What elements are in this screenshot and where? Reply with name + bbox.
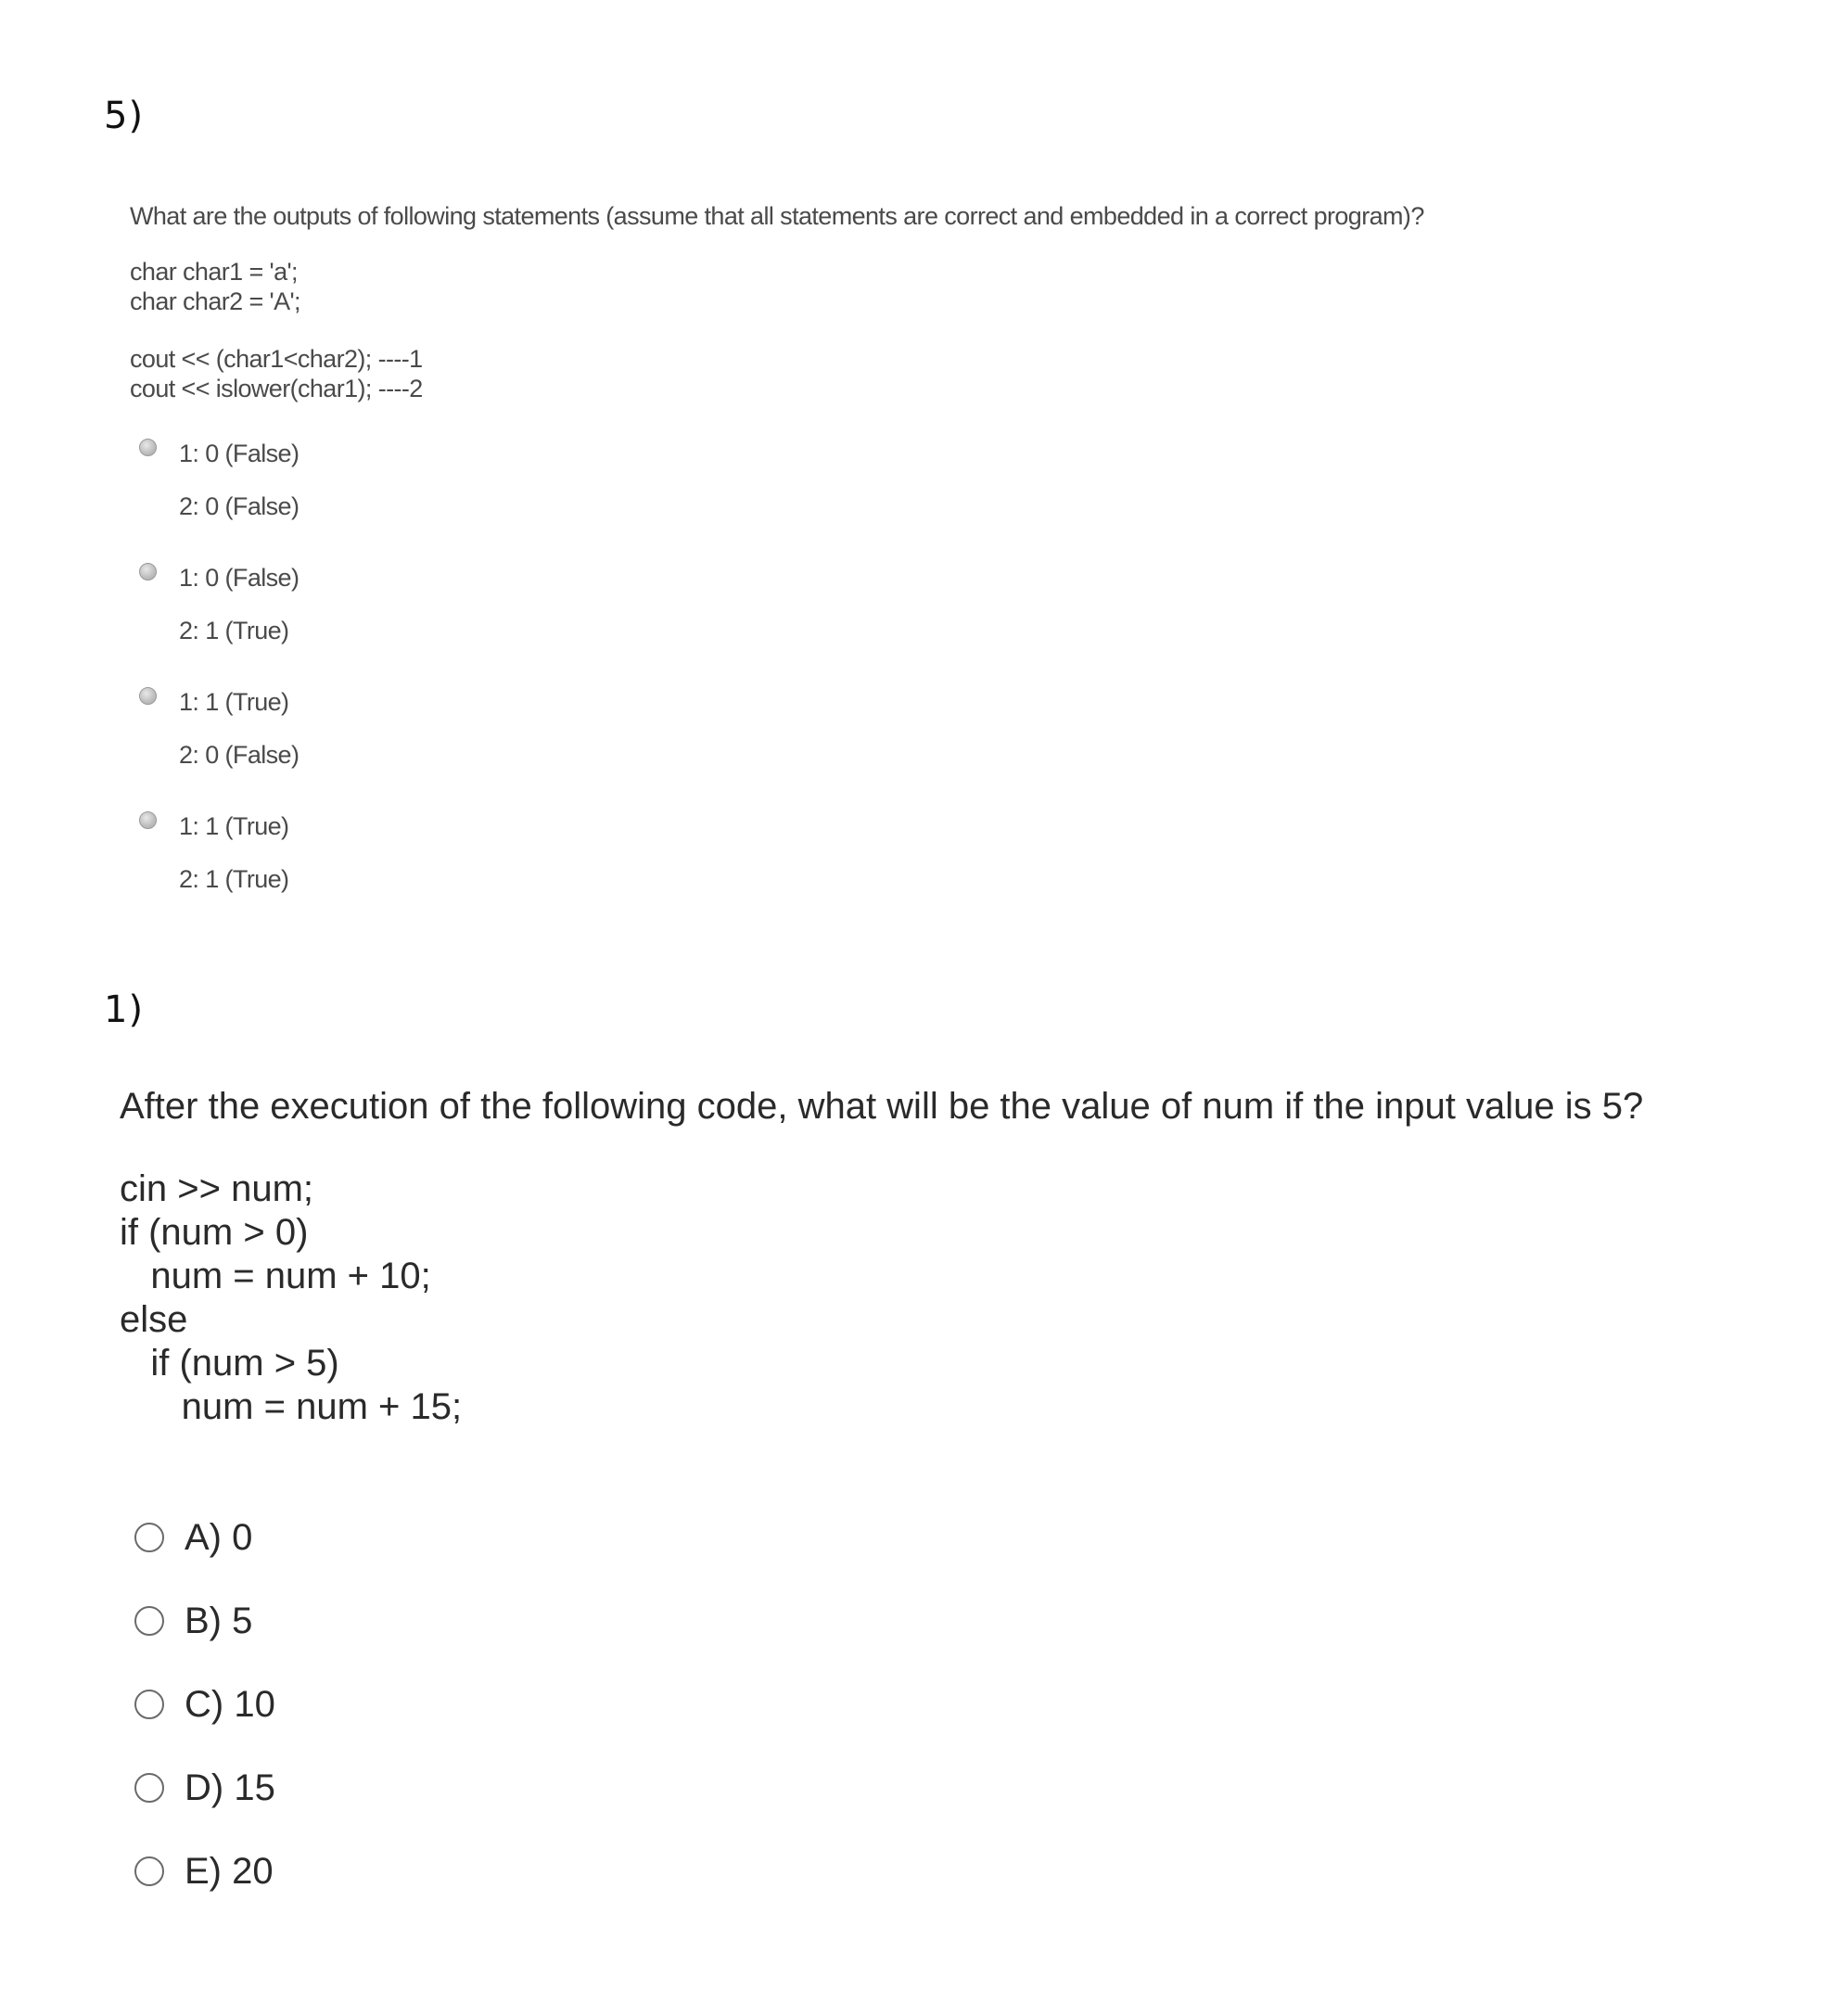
option-line: 2: 1 (True) — [179, 617, 289, 644]
radio-button[interactable] — [134, 1523, 164, 1552]
code-line: if (num > 0) — [120, 1212, 309, 1253]
question-1-option-b[interactable] — [120, 1579, 1789, 1663]
option-label: C) 10 — [185, 1683, 275, 1725]
option-line: 1: 0 (False) — [179, 564, 300, 592]
radio-button[interactable] — [134, 1773, 164, 1803]
question-5-declarations — [130, 257, 1706, 316]
question-1 — [120, 1080, 1789, 1913]
code-line: char char2 = 'A'; — [130, 287, 300, 315]
question-1-option-a[interactable] — [120, 1496, 1789, 1579]
option-label — [179, 427, 299, 533]
option-label: B) 5 — [185, 1600, 253, 1641]
code-line: char char1 = 'a'; — [130, 258, 298, 286]
question-5-option-3[interactable] — [130, 676, 1706, 782]
code-line: else — [120, 1299, 188, 1340]
radio-button[interactable] — [134, 1690, 164, 1719]
option-line: 1: 0 (False) — [179, 440, 300, 467]
question-1-number: 1) — [104, 989, 145, 1031]
option-line: 2: 0 (False) — [179, 741, 300, 769]
code-line: cout << islower(char1); ----2 — [130, 375, 423, 402]
option-line: 2: 0 (False) — [179, 492, 300, 520]
radio-button[interactable] — [134, 1856, 164, 1886]
question-5-option-1[interactable] — [130, 427, 1706, 533]
question-5 — [130, 199, 1706, 925]
code-line: cout << (char1<char2); ----1 — [130, 345, 423, 373]
question-5-prompt: What are the outputs of following statements (assume that all statements are correct and embedded in a correct program)? — [130, 202, 1424, 230]
radio-button[interactable] — [134, 1606, 164, 1636]
option-label: E) 20 — [185, 1850, 274, 1892]
option-label — [179, 676, 299, 782]
option-label — [179, 552, 299, 657]
option-line: 1: 1 (True) — [179, 688, 289, 716]
option-label: A) 0 — [185, 1516, 253, 1558]
question-5-number: 5) — [104, 95, 145, 137]
question-1-option-d[interactable] — [120, 1746, 1789, 1830]
question-5-option-4[interactable] — [130, 800, 1706, 906]
question-5-option-2[interactable] — [130, 552, 1706, 657]
radio-button[interactable] — [139, 563, 157, 580]
code-line: cin >> num; — [120, 1168, 314, 1209]
code-line: num = num + 15; — [120, 1386, 463, 1427]
question-1-code — [120, 1167, 1789, 1429]
option-line: 1: 1 (True) — [179, 812, 289, 840]
option-label — [179, 800, 288, 906]
radio-button[interactable] — [139, 687, 157, 705]
code-line: num = num + 10; — [120, 1256, 431, 1296]
question-1-option-c[interactable] — [120, 1663, 1789, 1746]
code-line: if (num > 5) — [120, 1343, 339, 1384]
question-1-options — [120, 1496, 1789, 1913]
question-1-prompt: After the execution of the following code, what will be the value of num if the input value is 5? — [120, 1086, 1644, 1127]
option-label: D) 15 — [185, 1767, 275, 1808]
question-5-options — [130, 427, 1706, 906]
question-5-statements — [130, 344, 1706, 403]
radio-button[interactable] — [139, 811, 157, 829]
question-1-option-e[interactable] — [120, 1830, 1789, 1913]
radio-button[interactable] — [139, 439, 157, 456]
option-line: 2: 1 (True) — [179, 865, 289, 893]
